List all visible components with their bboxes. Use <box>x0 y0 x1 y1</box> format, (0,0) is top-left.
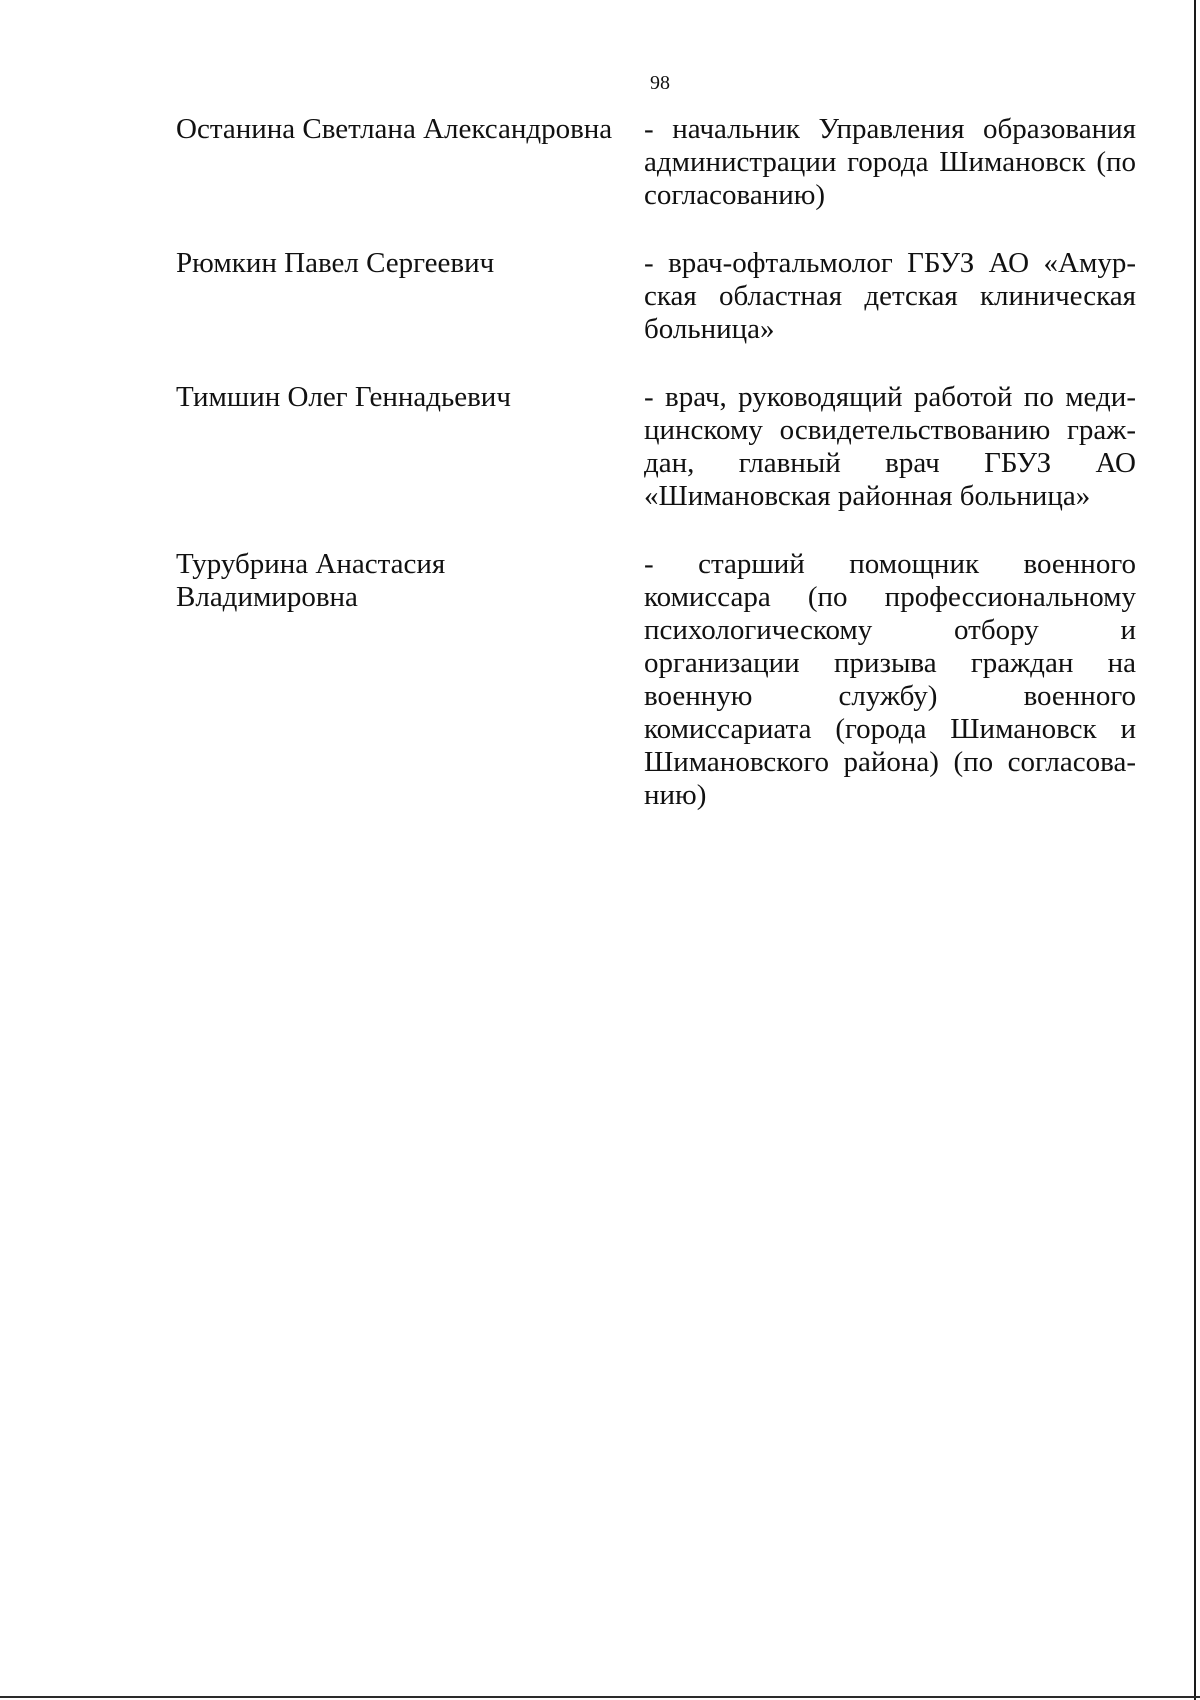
scan-edge-bottom <box>0 1696 1200 1698</box>
member-entry <box>176 381 1136 513</box>
page-number: 98 <box>650 72 670 94</box>
member-name: Тимшин Олег Геннадьевич <box>176 381 511 413</box>
member-position: - начальник Управления образования администрации города Шимановск (по согласованию) <box>644 113 1136 211</box>
member-name: Останина Светлана Александровна <box>176 113 613 145</box>
member-entry <box>176 113 1136 212</box>
member-position: - врач, руководящий работой по медицинскому освидетельствованию граждан, главный врач ГБУЗ АО «Шимановская районная больница» <box>644 381 1136 512</box>
member-entry <box>176 247 1136 346</box>
member-name: Рюмкин Павел Сергеевич <box>176 247 495 279</box>
member-position: - врач-офтальмолог ГБУЗ АО «Амурская областная детская клиническая больница» <box>644 247 1136 345</box>
scan-edge-right <box>1194 0 1196 1700</box>
member-name: Турубрина Анастасия Владимировна <box>176 548 446 613</box>
member-position: - старший помощник военного комиссара (по профессиональному психологическому отбору и организации призыва граждан на военную службу) военного комиссариата (города Шимановск и Шимановского района) (по согласованию) <box>644 548 1136 811</box>
member-list <box>176 113 1136 847</box>
member-entry <box>176 548 1136 812</box>
